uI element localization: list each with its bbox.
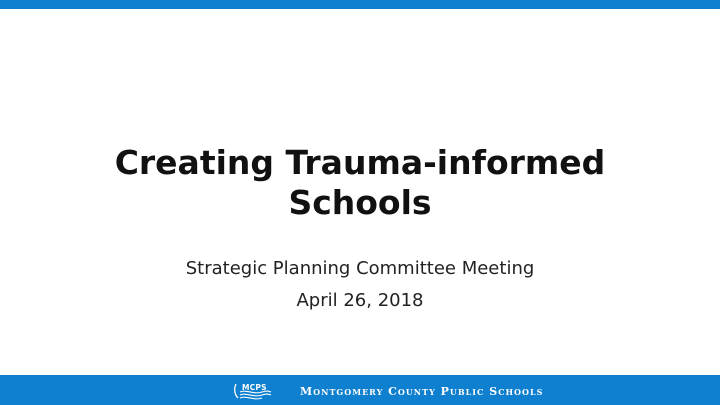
slide-subtitle: Strategic Planning Committee Meeting — [185, 258, 535, 279]
logo-text: MCPS — [242, 383, 267, 392]
organization-name: Montgomery County Public Schools — [300, 384, 544, 398]
footer-bar — [0, 375, 720, 405]
top-accent-bar — [0, 0, 720, 9]
slide-date: April 26, 2018 — [296, 290, 424, 311]
footer-logo — [232, 380, 543, 402]
slide-title — [0, 143, 720, 223]
slide-title-line-2: Schools — [288, 183, 432, 222]
mcps-logo-icon — [232, 380, 272, 402]
slide-title-line-1: Creating Trauma-informed — [114, 143, 606, 182]
